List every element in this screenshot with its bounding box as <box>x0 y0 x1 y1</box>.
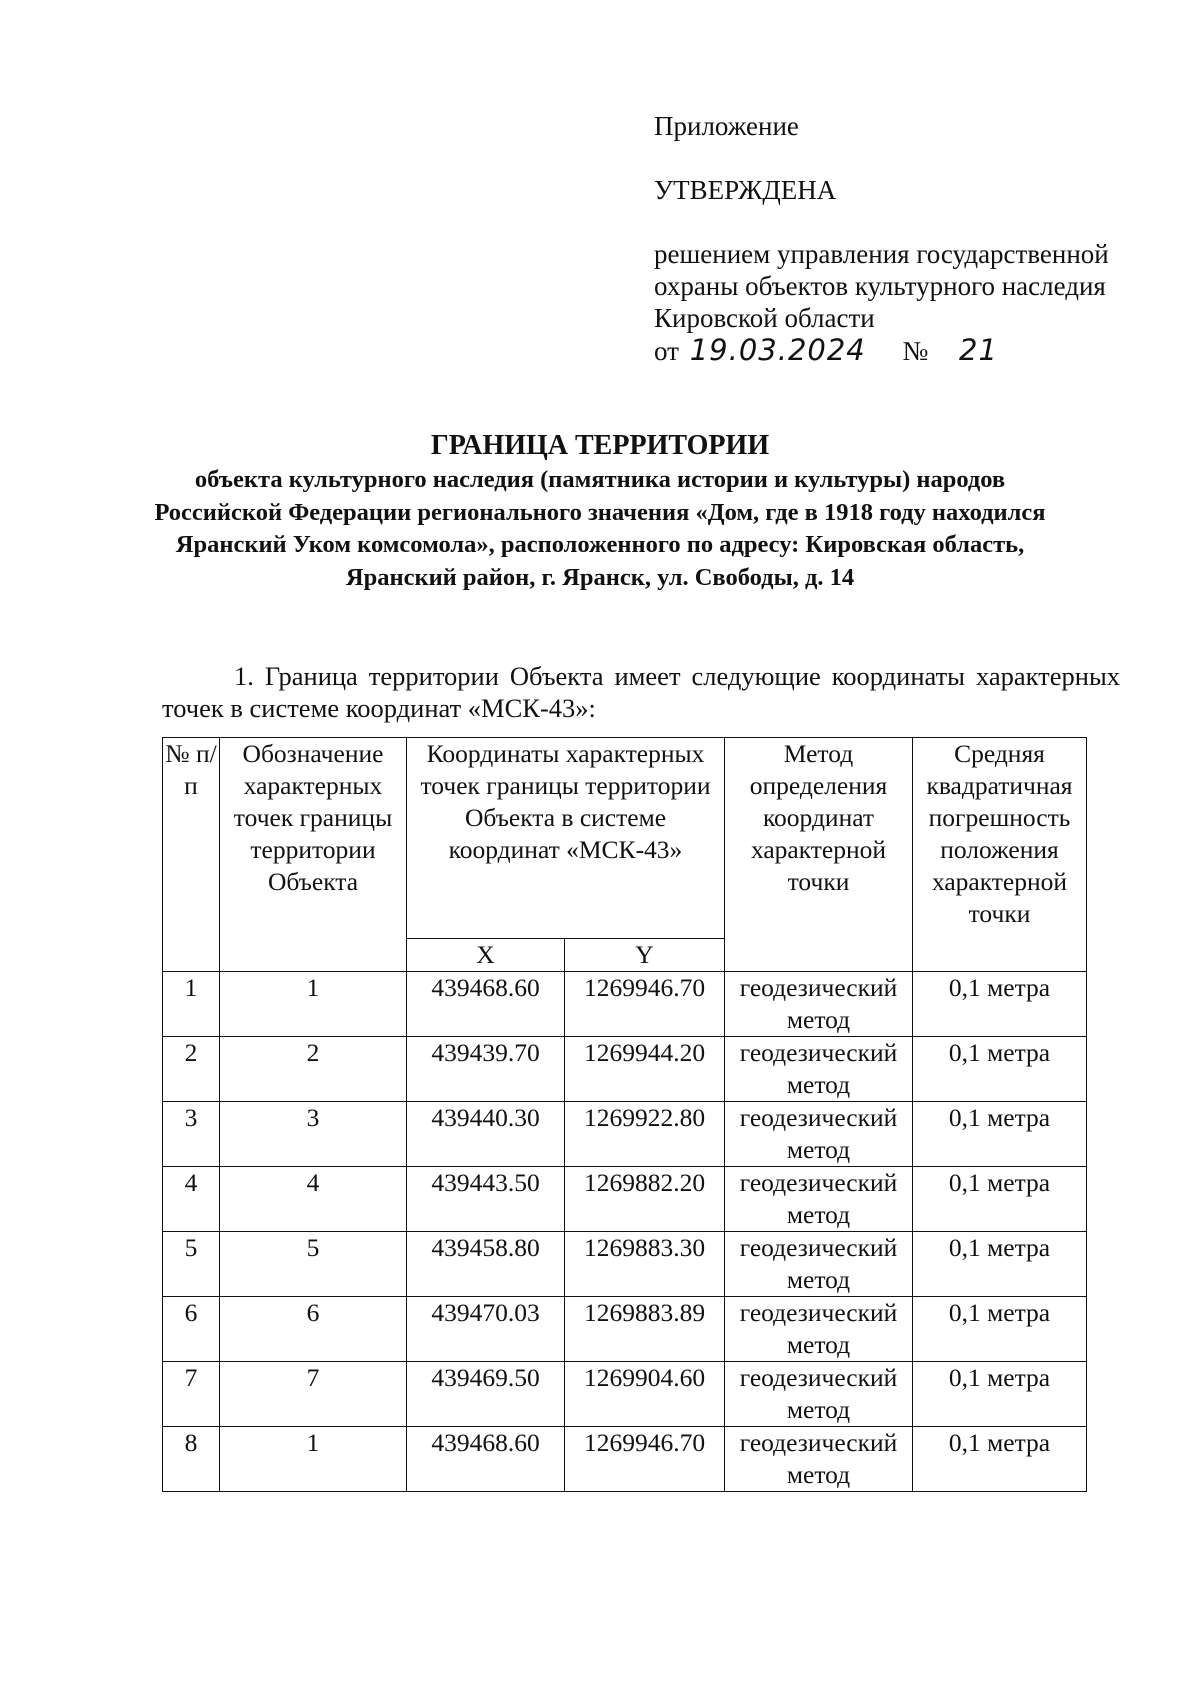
cell-y: 1269946.70 <box>565 1427 725 1492</box>
table-row <box>163 1232 1087 1297</box>
cell-error: 0,1 метра <box>913 1427 1087 1492</box>
header-x: X <box>407 939 565 972</box>
header-coordinates: Координаты характерных точек границы территории Объекта в системе координат «МСК-43» <box>407 738 725 939</box>
cell-num: 5 <box>163 1232 220 1297</box>
cell-point: 4 <box>220 1167 407 1232</box>
table-row <box>163 1037 1087 1102</box>
approved-label: УТВЕРЖДЕНА <box>654 175 837 205</box>
handwritten-date: 19.03.2024 <box>689 333 866 367</box>
cell-x: 439458.80 <box>407 1232 565 1297</box>
intro-paragraph: 1. Граница территории Объекта имеет следующие координаты характерных точек в системе координат «МСК-43»: <box>162 661 1120 723</box>
cell-method: геодезический метод <box>725 1427 913 1492</box>
cell-y: 1269883.89 <box>565 1297 725 1362</box>
date-prefix: от <box>654 336 679 366</box>
cell-method: геодезический метод <box>725 1232 913 1297</box>
cell-num: 6 <box>163 1297 220 1362</box>
cell-method: геодезический метод <box>725 1102 913 1167</box>
cell-error: 0,1 метра <box>913 1037 1087 1102</box>
cell-x: 439469.50 <box>407 1362 565 1427</box>
cell-num: 8 <box>163 1427 220 1492</box>
cell-error: 0,1 метра <box>913 972 1087 1037</box>
table-row <box>163 1297 1087 1362</box>
table-row <box>163 1362 1087 1427</box>
cell-error: 0,1 метра <box>913 1167 1087 1232</box>
table-row <box>163 1427 1087 1492</box>
cell-y: 1269922.80 <box>565 1102 725 1167</box>
cell-y: 1269904.60 <box>565 1362 725 1427</box>
coordinates-table <box>162 737 1087 1492</box>
title-main: ГРАНИЦА ТЕРРИТОРИИ <box>430 430 770 461</box>
cell-point: 2 <box>220 1037 407 1102</box>
cell-x: 439439.70 <box>407 1037 565 1102</box>
cell-x: 439440.30 <box>407 1102 565 1167</box>
title-subtitle: объекта культурного наследия (памятника истории и культуры) народов Российской Федерации регионального значения «Дом, где в 1918 году находился Яранский Уком комсомола», расположенного по адресу: Кировская область, Яранский район, г. Яранск, ул. Свободы, д. 14 <box>154 466 1046 591</box>
cell-method: геодезический метод <box>725 1362 913 1427</box>
cell-point: 3 <box>220 1102 407 1167</box>
cell-point: 6 <box>220 1297 407 1362</box>
cell-y: 1269883.30 <box>565 1232 725 1297</box>
cell-x: 439468.60 <box>407 972 565 1037</box>
cell-y: 1269946.70 <box>565 972 725 1037</box>
cell-x: 439443.50 <box>407 1167 565 1232</box>
cell-num: 2 <box>163 1037 220 1102</box>
cell-error: 0,1 метра <box>913 1102 1087 1167</box>
cell-error: 0,1 метра <box>913 1232 1087 1297</box>
cell-y: 1269882.20 <box>565 1167 725 1232</box>
handwritten-number: 21 <box>959 333 998 367</box>
cell-x: 439470.03 <box>407 1297 565 1362</box>
header-error: Средняя квадратичная погрешность положения характерной точки <box>913 738 1087 972</box>
cell-point: 1 <box>220 972 407 1037</box>
cell-method: геодезический метод <box>725 972 913 1037</box>
approval-date-line <box>654 334 1124 367</box>
cell-point: 7 <box>220 1362 407 1427</box>
approval-block <box>654 110 1124 367</box>
cell-num: 1 <box>163 972 220 1037</box>
table-row <box>163 1167 1087 1232</box>
cell-point: 1 <box>220 1427 407 1492</box>
header-method: Метод определения координат характерной точки <box>725 738 913 972</box>
table-row <box>163 972 1087 1037</box>
cell-error: 0,1 метра <box>913 1297 1087 1362</box>
header-num: № п/п <box>163 738 220 972</box>
cell-error: 0,1 метра <box>913 1362 1087 1427</box>
header-y: Y <box>565 939 725 972</box>
table-row <box>163 1102 1087 1167</box>
approving-authority: решением управления государственной охраны объектов культурного наследия Кировской области <box>654 239 1109 333</box>
cell-point: 5 <box>220 1232 407 1297</box>
cell-num: 7 <box>163 1362 220 1427</box>
cell-num: 4 <box>163 1167 220 1232</box>
cell-x: 439468.60 <box>407 1427 565 1492</box>
cell-method: геодезический метод <box>725 1297 913 1362</box>
header-designation: Обозначение характерных точек границы территории Объекта <box>220 738 407 972</box>
cell-method: геодезический метод <box>725 1167 913 1232</box>
number-label: № <box>902 336 929 366</box>
cell-num: 3 <box>163 1102 220 1167</box>
appendix-label: Приложение <box>654 111 799 141</box>
document-title <box>150 428 1050 594</box>
cell-method: геодезический метод <box>725 1037 913 1102</box>
cell-y: 1269944.20 <box>565 1037 725 1102</box>
